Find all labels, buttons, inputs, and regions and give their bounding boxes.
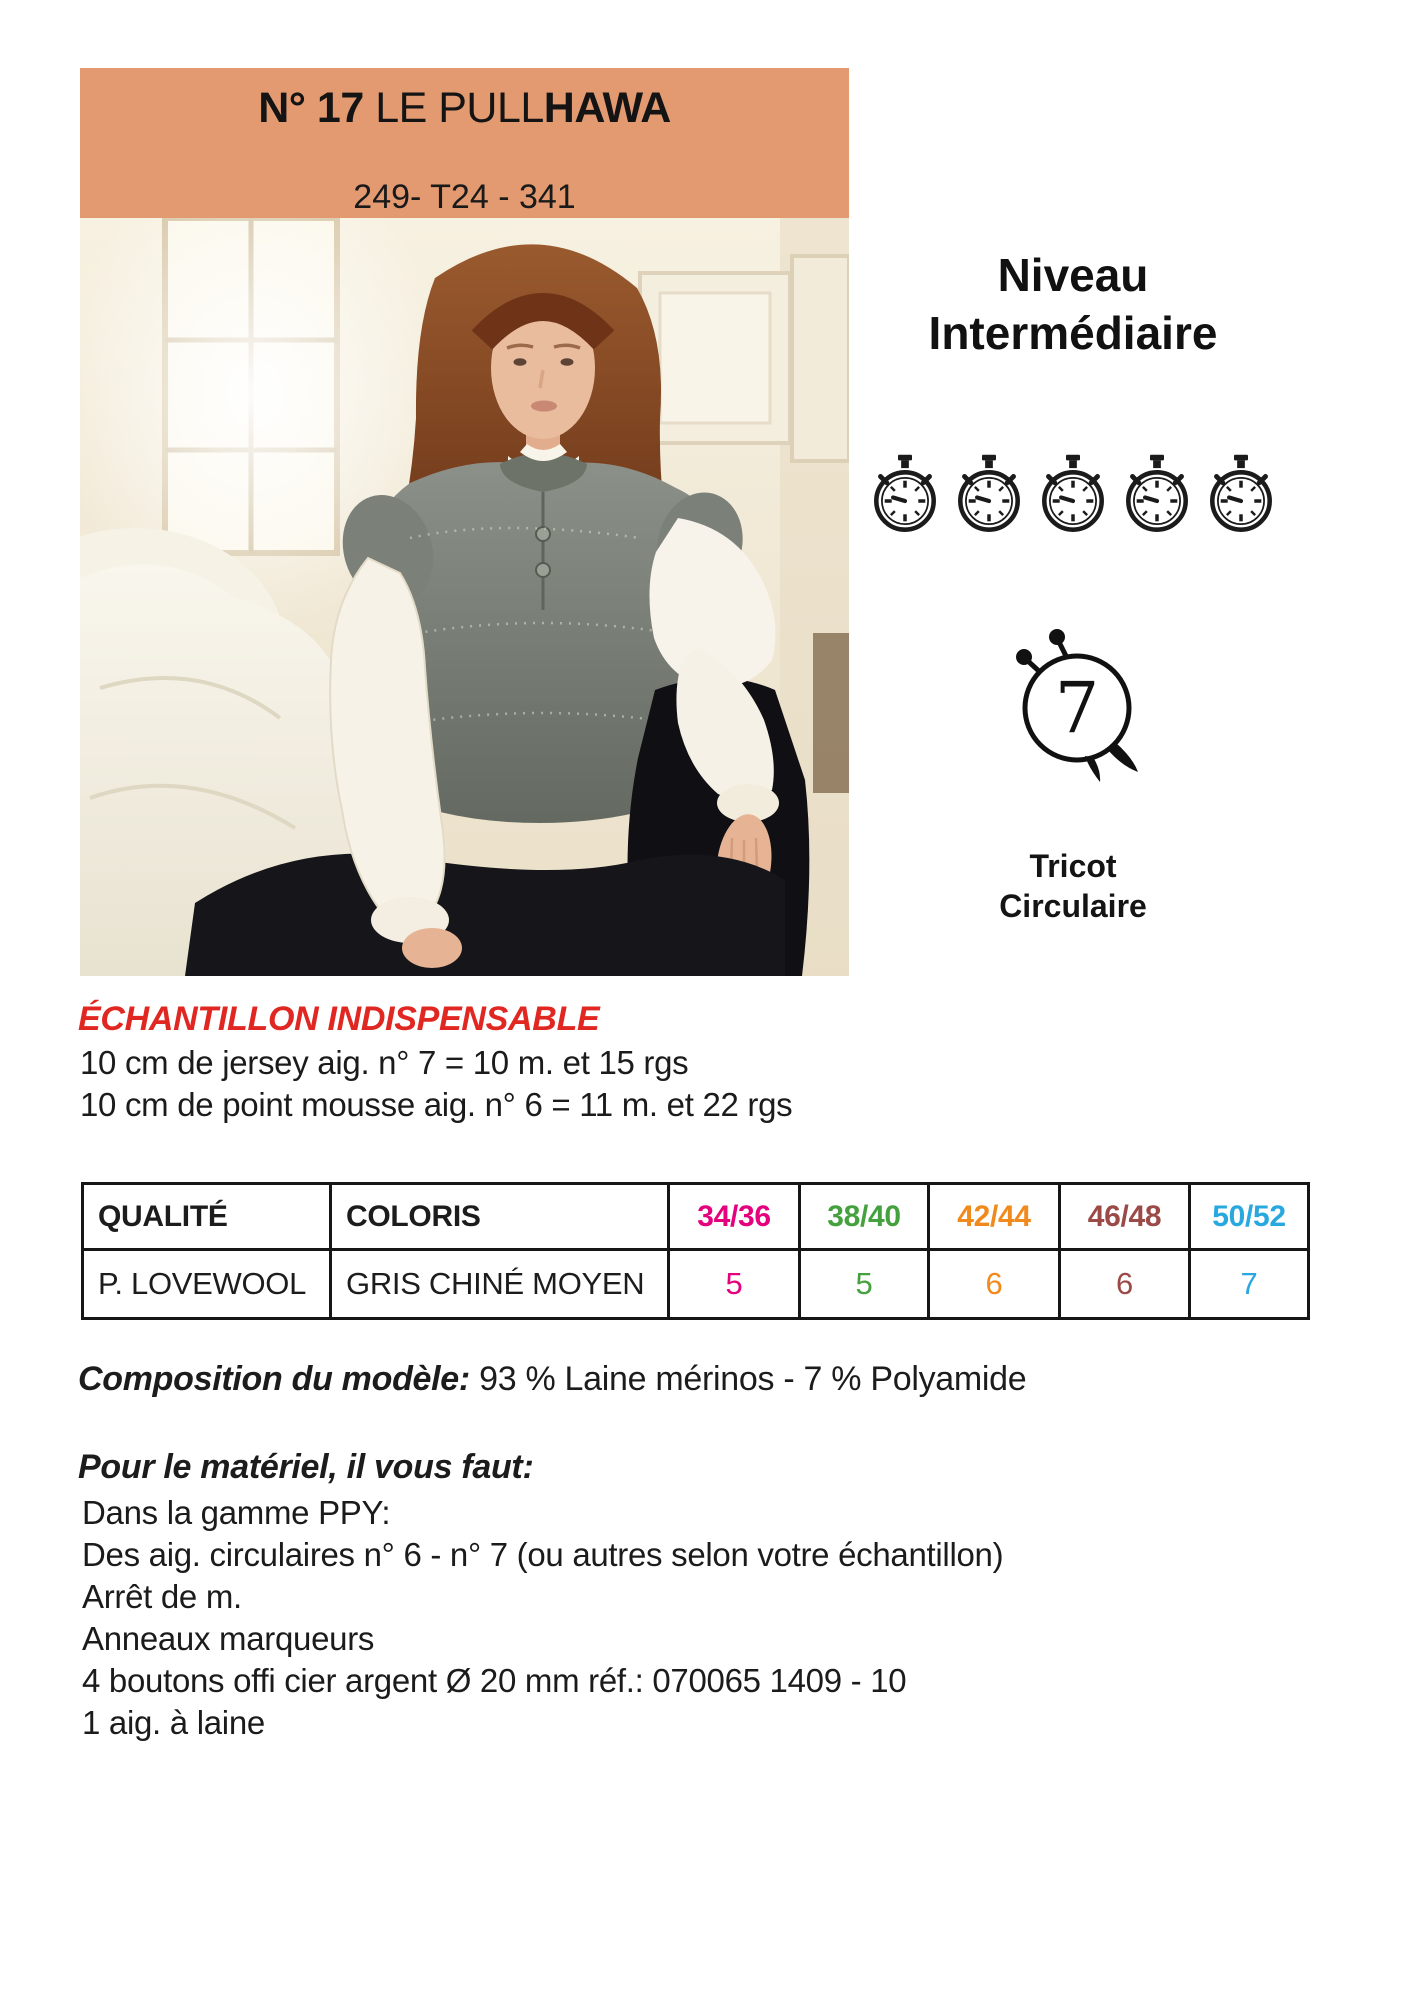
stopwatch-icon xyxy=(1206,448,1276,540)
header-size-38-40: 38/40 xyxy=(800,1184,929,1250)
stopwatch-icon xyxy=(1122,448,1192,540)
materials-heading: Pour le matériel, il vous faut: xyxy=(78,1448,534,1486)
title-model-name: HAWA xyxy=(543,84,671,132)
material-item: 1 aig. à laine xyxy=(82,1704,265,1741)
needle-size-number: 7 xyxy=(1054,667,1100,749)
qty-size-34-36: 5 xyxy=(669,1250,800,1319)
qty-size-38-40: 5 xyxy=(800,1250,929,1319)
gauge-lines xyxy=(80,1042,792,1126)
yarn-table xyxy=(81,1182,1310,1320)
technique-line2: Circulaire xyxy=(999,888,1147,924)
header-quality: QUALITÉ xyxy=(83,1184,331,1250)
header-coloris: COLORIS xyxy=(331,1184,669,1250)
needle-size-icon xyxy=(993,612,1157,784)
header-size-46-48: 46/48 xyxy=(1060,1184,1190,1250)
material-item: Arrêt de m. xyxy=(82,1578,242,1615)
cell-quality: P. LOVEWOOL xyxy=(83,1250,331,1319)
difficulty-rating xyxy=(823,448,1323,540)
gauge-line-mousse: 10 cm de point mousse aig. n° 6 = 11 m. et 22 rgs xyxy=(80,1086,793,1123)
table-data-row xyxy=(83,1250,1309,1319)
material-item: 4 boutons offi cier argent Ø 20 mm réf.: 070065 1409 - 10 xyxy=(82,1662,907,1699)
header-size-34-36: 34/36 xyxy=(669,1184,800,1250)
model-photo-illustration xyxy=(80,218,849,976)
composition-label: Composition du modèle: xyxy=(78,1360,470,1398)
page-title xyxy=(80,68,849,131)
material-item: Dans la gamme PPY: xyxy=(82,1494,391,1531)
composition-line xyxy=(78,1360,1026,1399)
gauge-line-jersey: 10 cm de jersey aig. n° 7 = 10 m. et 15 rgs xyxy=(80,1044,689,1081)
cell-coloris: GRIS CHINÉ MOYEN xyxy=(331,1250,669,1319)
qty-size-46-48: 6 xyxy=(1060,1250,1190,1319)
stopwatch-icon xyxy=(870,448,940,540)
qty-size-42-44: 6 xyxy=(929,1250,1060,1319)
pattern-reference: 249- T24 - 341 xyxy=(353,178,576,216)
difficulty-level xyxy=(823,246,1323,362)
stopwatch-icon xyxy=(1038,448,1108,540)
title-number: N° 17 xyxy=(258,84,376,132)
table-header-row xyxy=(83,1184,1309,1250)
title-banner xyxy=(80,68,849,218)
composition-value: 93 % Laine mérinos - 7 % Polyamide xyxy=(479,1360,1027,1398)
qty-size-50-52: 7 xyxy=(1190,1250,1309,1319)
header-size-42-44: 42/44 xyxy=(929,1184,1060,1250)
header-size-50-52: 50/52 xyxy=(1190,1184,1309,1250)
material-item: Anneaux marqueurs xyxy=(82,1620,375,1657)
title-article: LE PULL xyxy=(375,84,544,132)
material-item: Des aig. circulaires n° 6 - n° 7 (ou autres selon votre échantillon) xyxy=(82,1536,1004,1573)
gauge-heading: ÉCHANTILLON INDISPENSABLE xyxy=(78,1000,600,1038)
model-photo xyxy=(80,218,849,976)
technique-line1: Tricot xyxy=(1029,848,1117,884)
materials-list xyxy=(82,1492,1003,1744)
level-line1: Niveau xyxy=(997,249,1149,301)
technique-label xyxy=(823,846,1323,926)
stopwatch-icon xyxy=(954,448,1024,540)
level-line2: Intermédiaire xyxy=(928,307,1218,359)
